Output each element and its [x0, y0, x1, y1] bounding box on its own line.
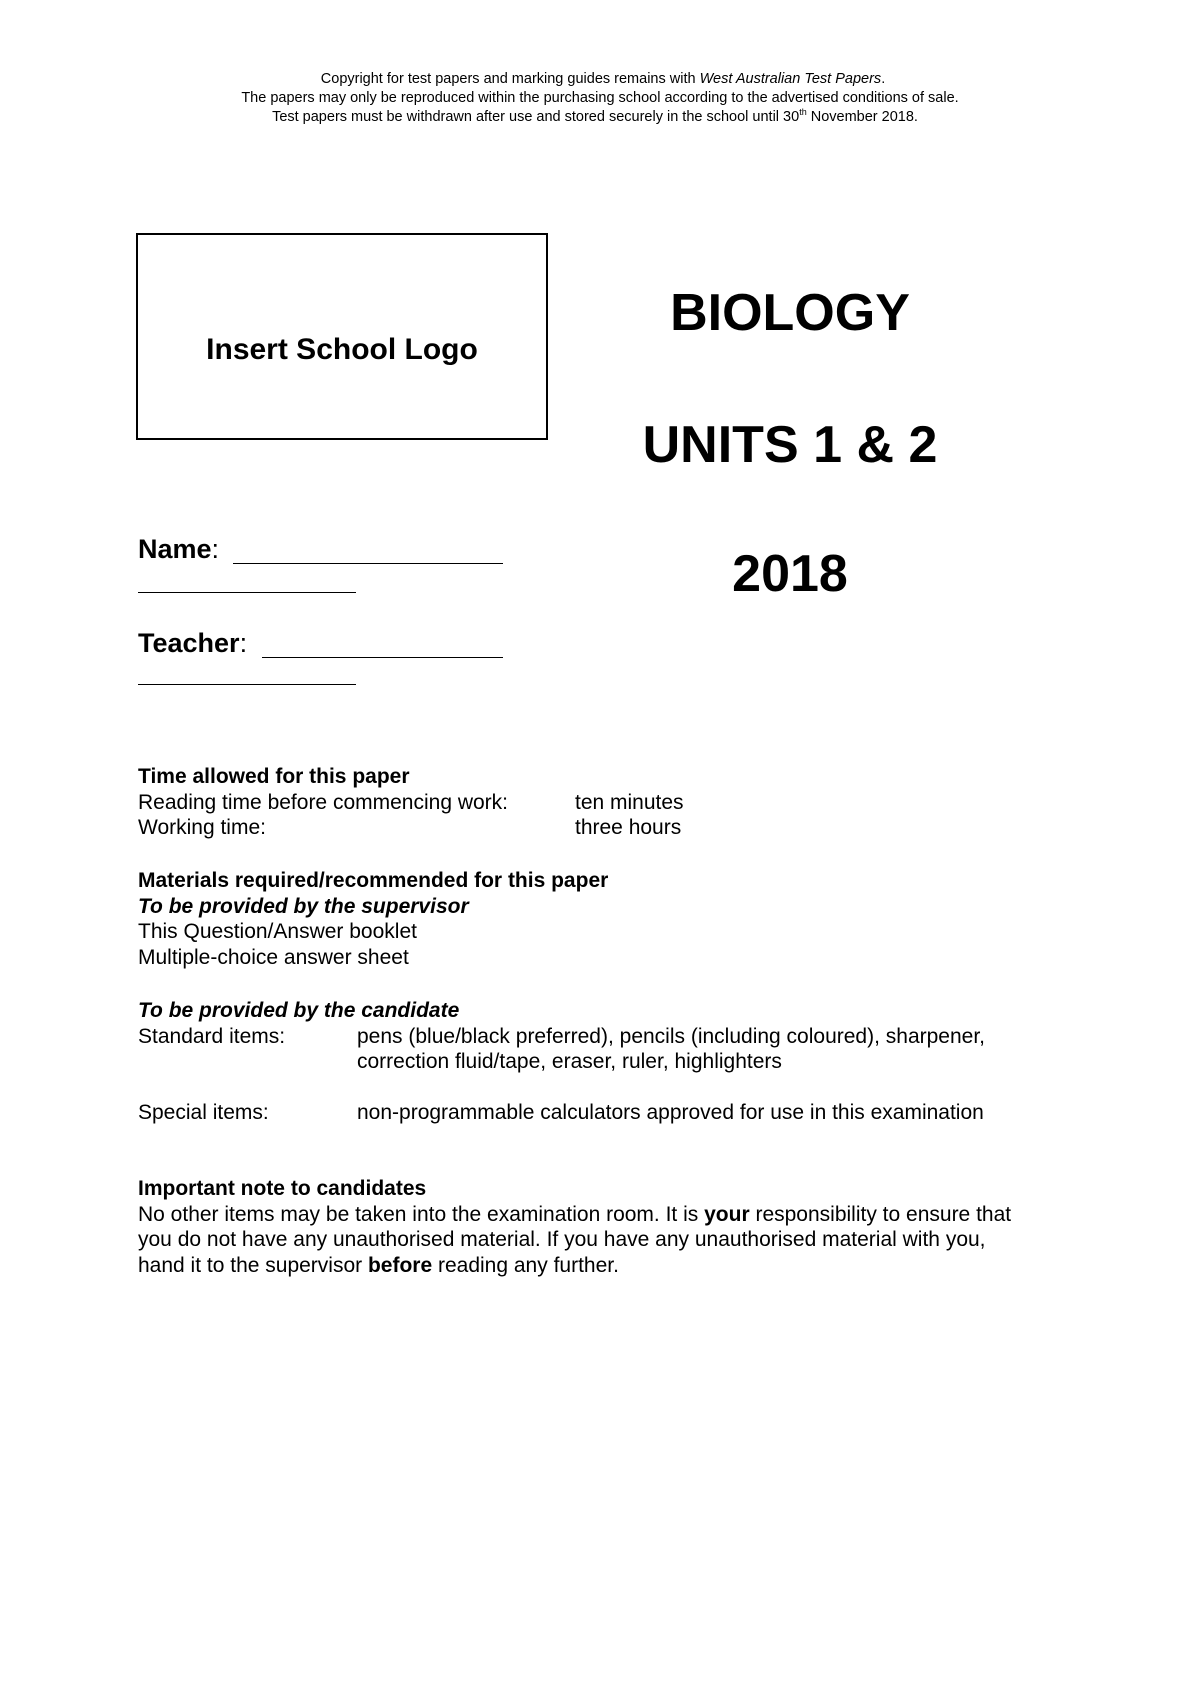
teacher-label-text: Teacher [138, 628, 240, 658]
special-items-label: Special items: [138, 1101, 269, 1124]
name-answer-line-continued[interactable] [138, 592, 356, 593]
special-items-value: non-programmable calculators approved for use in this examination [357, 1101, 984, 1124]
subject-units: UNITS 1 & 2 [642, 416, 938, 474]
name-label-text: Name [138, 534, 212, 564]
supervisor-heading: To be provided by the supervisor [138, 894, 469, 918]
standard-items-label: Standard items: [138, 1024, 286, 1048]
supervisor-item: Multiple-choice answer sheet [138, 945, 409, 969]
name-answer-line[interactable] [233, 563, 503, 564]
working-time-value: three hours [575, 816, 682, 839]
teacher-answer-line[interactable] [262, 657, 503, 658]
note-line-2: you do not have any unauthorised material. If you have any unauthorised material with you, [138, 1228, 986, 1251]
working-time-row [138, 815, 1098, 841]
candidate-materials-section [138, 998, 1098, 1075]
subject-title: BIOLOGY [670, 284, 910, 342]
working-time-label: Working time: [138, 816, 266, 839]
school-logo-label: Insert School Logo [206, 332, 478, 366]
name-label-colon: : [211, 534, 220, 564]
note-text: responsibility to ensure that [749, 1202, 1012, 1226]
special-items-section [138, 1100, 1098, 1126]
candidate-heading: To be provided by the candidate [138, 999, 460, 1022]
copyright-line-3-text: Test papers must be withdrawn after use and stored securely in the school until 30 [272, 109, 800, 125]
special-items-row [138, 1100, 1098, 1126]
date-ordinal-suffix: th [799, 107, 807, 118]
teacher-answer-line-continued[interactable] [138, 684, 356, 685]
name-field-label [138, 534, 219, 565]
copyright-line-1 [0, 70, 1200, 89]
note-emphasis-your: your [704, 1202, 750, 1226]
important-note-section [138, 1176, 1098, 1278]
materials-heading: Materials required/recommended for this paper [138, 869, 609, 892]
reading-time-value: ten minutes [575, 790, 684, 814]
time-allowed-section [138, 764, 1098, 841]
publisher-name: West Australian Test Papers [699, 71, 882, 87]
time-heading: Time allowed for this paper [138, 765, 410, 788]
teacher-field-label [138, 628, 247, 659]
school-logo-placeholder [136, 233, 548, 440]
note-line-3 [138, 1253, 1098, 1279]
supervisor-item: This Question/Answer booklet [138, 920, 417, 943]
note-line-1 [138, 1202, 1098, 1228]
materials-section [138, 868, 1098, 970]
copyright-notice [0, 70, 1200, 127]
note-text: hand it to the supervisor [138, 1253, 368, 1277]
copyright-line-1-text: Copyright for test papers and marking guides remains with [320, 71, 700, 87]
standard-items-row [138, 1024, 1098, 1075]
note-emphasis-before: before [367, 1253, 433, 1277]
teacher-label-colon: : [239, 628, 248, 658]
subject-year: 2018 [732, 545, 848, 603]
copyright-line-3 [0, 108, 1200, 127]
reading-time-label: Reading time before commencing work: [138, 790, 509, 814]
reading-time-row [138, 790, 1098, 816]
note-text: No other items may be taken into the examination room. It is [138, 1202, 705, 1226]
note-heading: Important note to candidates [138, 1177, 427, 1200]
note-text: reading any further. [432, 1253, 619, 1277]
copyright-line-1-end: . [881, 71, 886, 87]
standard-items-value-continued: correction fluid/tape, eraser, ruler, highlighters [357, 1050, 782, 1073]
copyright-line-2: The papers may only be reproduced within the purchasing school according to the advertised conditions of sale. [241, 90, 959, 106]
standard-items-value: pens (blue/black preferred), pencils (including coloured), sharpener, [357, 1024, 986, 1048]
copyright-line-3-end: November 2018. [806, 109, 918, 125]
